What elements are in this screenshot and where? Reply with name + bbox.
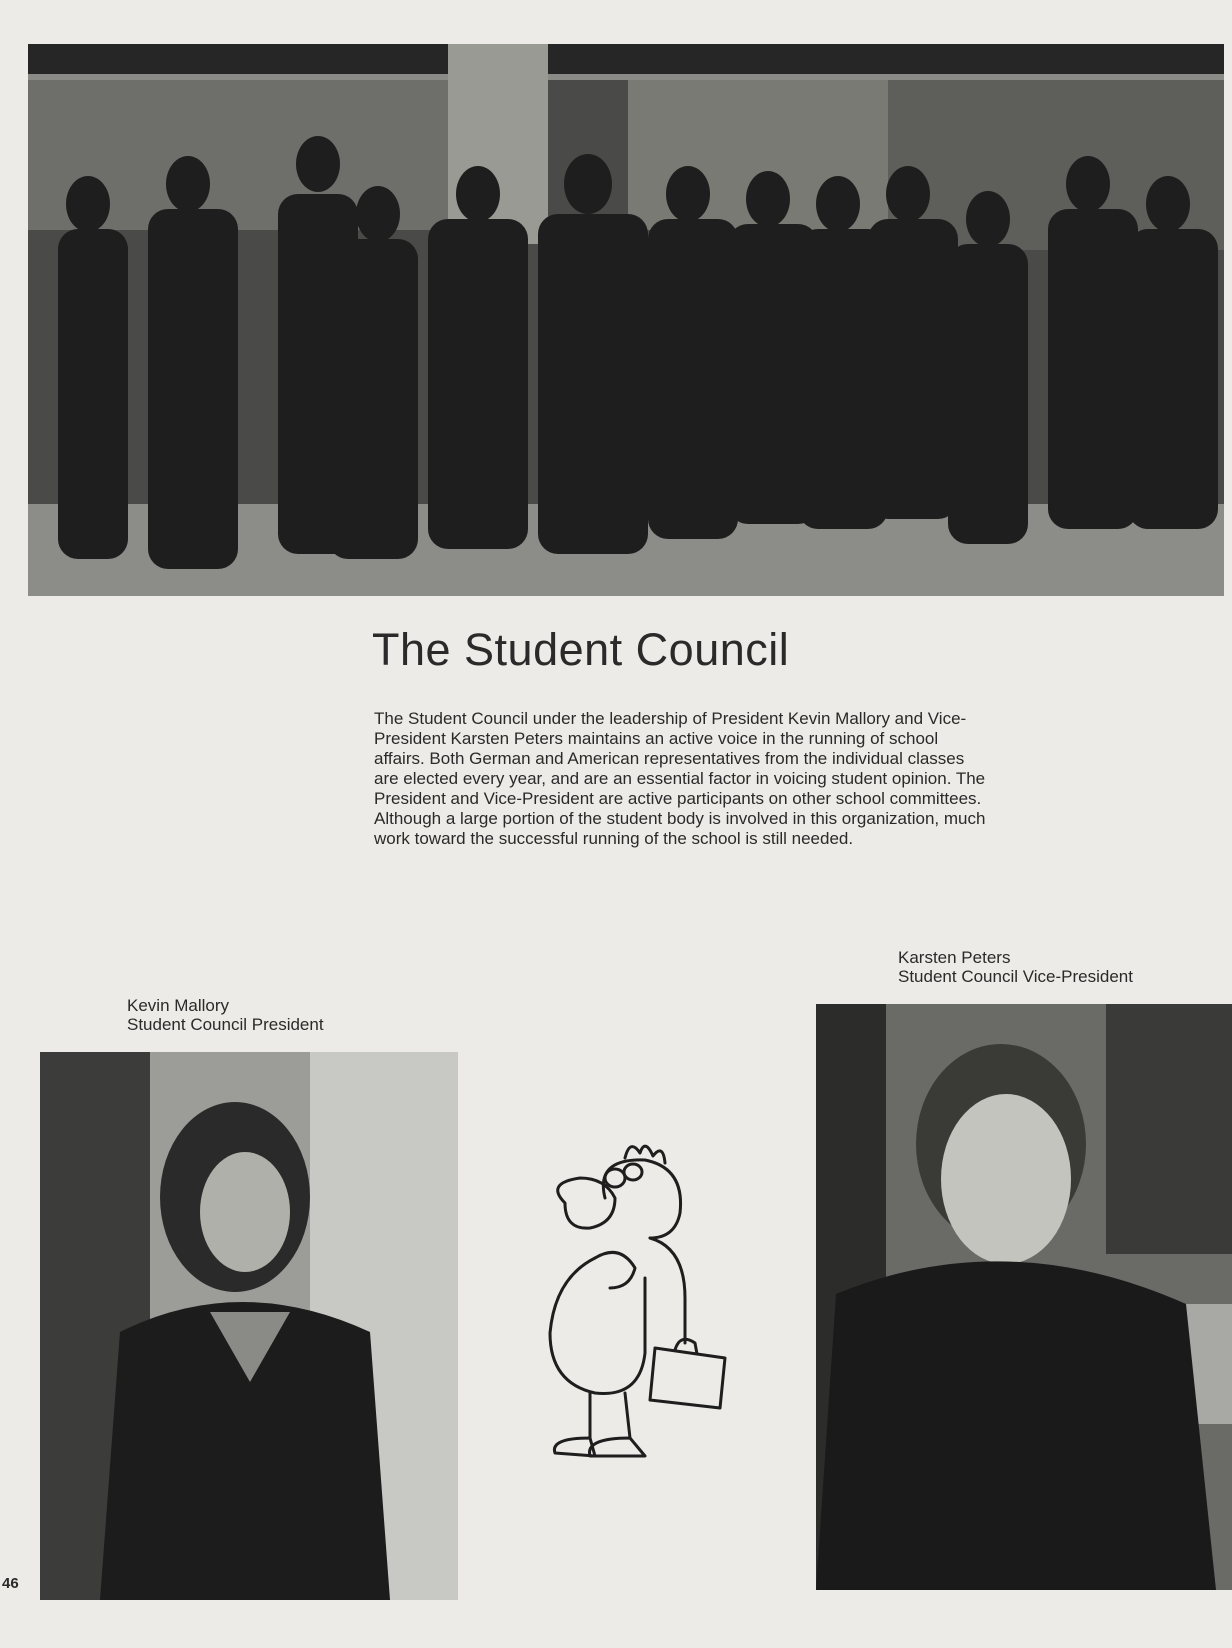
president-caption — [127, 996, 324, 1034]
vice-president-name: Karsten Peters — [898, 948, 1011, 967]
president-photo — [40, 1052, 458, 1600]
vice-president-role: Student Council Vice-President — [898, 967, 1133, 986]
president-photo-image — [40, 1052, 458, 1600]
group-photo-image — [28, 44, 1224, 596]
page-title: The Student Council — [372, 624, 790, 675]
president-name: Kevin Mallory — [127, 996, 230, 1015]
page-number: 46 — [2, 1575, 19, 1592]
vice-president-photo — [816, 1004, 1232, 1590]
vice-president-caption — [898, 948, 1133, 986]
article-body: The Student Council under the leadership of President Kevin Mallory and Vice-President Karsten Peters maintains an active voice in the running of school affairs. Both German and American representatives from the individual classes are elected every year, and are an essential factor in voicing student opinion. The President and Vice-President are active participants on other school committees. Although a large portion of the student body is involved in this organization, much work toward the successful running of the school is still needed. — [374, 709, 986, 848]
president-role: Student Council President — [127, 1015, 324, 1034]
vice-president-photo-image — [816, 1004, 1232, 1590]
group-photo — [28, 44, 1224, 596]
cartoon-illustration — [535, 1138, 755, 1488]
